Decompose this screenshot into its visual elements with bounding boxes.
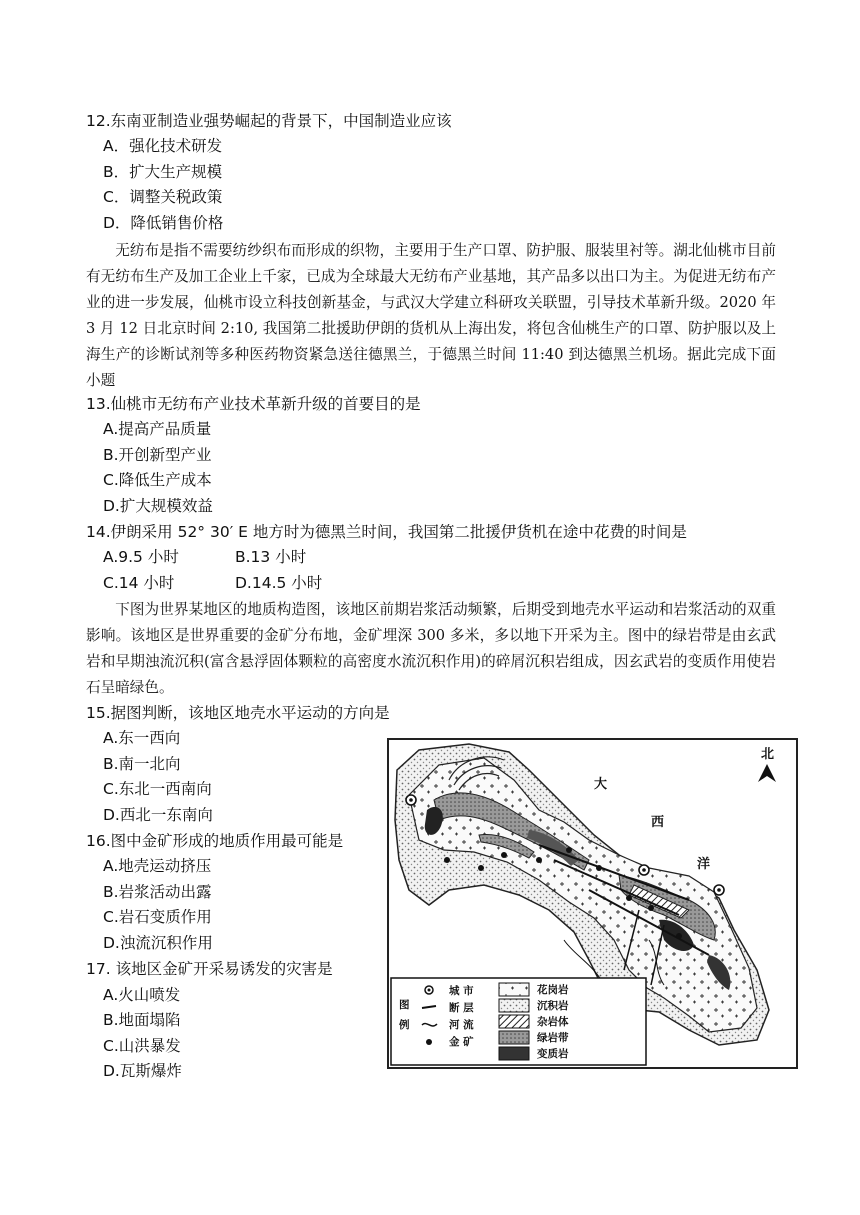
- geology-map-svg: [389, 740, 796, 1067]
- q13-option-c: C.降低生产成本: [103, 471, 212, 489]
- q17-option-a: A.火山喷发: [103, 986, 181, 1004]
- ocean-label-char-1: 大: [594, 777, 608, 792]
- q16-option-d: D.浊流沉积作用: [103, 934, 213, 952]
- ocean-label-char-2: 西: [651, 815, 665, 830]
- q17-stem: 17. 该地区金矿开采易诱发的灾害是: [86, 960, 333, 978]
- q14-options-row2: [103, 572, 322, 594]
- legend-sedimentary-swatch: [499, 999, 529, 1012]
- q17-option-c: C.山洪暴发: [103, 1037, 181, 1055]
- q12-option-b: B．扩大生产规模: [103, 163, 223, 181]
- q13-option-a: A.提高产品质量: [103, 420, 212, 438]
- q17-option-d: D.瓦斯爆炸: [103, 1062, 182, 1080]
- q15-option-d: D.西北一东南向: [103, 806, 213, 824]
- q12-stem: 12.东南亚制造业强势崛起的背景下，中国制造业应该: [86, 112, 452, 130]
- q15-option-c: C.东北一西南向: [103, 780, 212, 798]
- q17-option-b: B.地面塌陷: [103, 1011, 181, 1029]
- legend-label-complex: 杂岩体: [537, 1016, 569, 1028]
- legend-label-gold: 金 矿: [449, 1036, 474, 1048]
- q13-option-d: D.扩大规模效益: [103, 497, 213, 515]
- north-label: 北: [761, 747, 775, 762]
- q14-options-row1: [103, 546, 306, 568]
- legend-label-city: 城 市: [449, 985, 474, 997]
- q15-option-a: A.东一西向: [103, 729, 181, 747]
- q12-option-a: A．强化技术研发: [103, 137, 223, 155]
- passage-geology: 下图为世界某地区的地质构造图，该地区前期岩浆活动频繁，后期受到地壳水平运动和岩浆活动的双重影响。该地区是世界重要的金矿分布地，金矿埋深 300 多米，多以地下开采为主。图中的绿岩带是由玄武岩和早期浊流沉积(富含悬浮固体颗粒的高密度水流沉积作用)的碎屑沉积岩组成，因玄武岩的变质作用使岩石呈暗绿色。: [86, 601, 776, 696]
- q16-option-b: B.岩浆活动出露: [103, 883, 212, 901]
- legend-label-river: 河 流: [449, 1019, 474, 1031]
- q16-option-c: C.岩石变质作用: [103, 908, 212, 926]
- legend-title-char-1: 图: [399, 999, 410, 1011]
- legend-greenstone-swatch: [499, 1031, 529, 1044]
- q14-option-c: C.14 小时: [103, 574, 175, 592]
- q16-option-a: A.地壳运动挤压: [103, 857, 212, 875]
- q14-option-a: A.9.5 小时: [103, 548, 179, 566]
- q12-option-d: D．降低销售价格: [103, 214, 224, 232]
- q15-stem: 15.据图判断，该地区地壳水平运动的方向是: [86, 704, 390, 722]
- legend-label-fault: 断 层: [449, 1002, 474, 1014]
- legend-metamorphic-swatch: [499, 1047, 529, 1060]
- q13-stem: 13.仙桃市无纺布产业技术革新升级的首要目的是: [86, 395, 421, 413]
- legend-granite-swatch: [499, 983, 529, 996]
- legend-label-sedimentary: 沉积岩: [537, 1000, 569, 1012]
- q14-stem: 14.伊朗采用 52° 30′ E 地方时为德黑兰时间，我国第二批援伊货机在途中花费的时间是: [86, 523, 687, 541]
- q16-stem: 16.图中金矿形成的地质作用最可能是: [86, 832, 344, 850]
- q12-option-c: C．调整关税政策: [103, 188, 223, 206]
- q14-option-b: B.13 小时: [235, 548, 307, 566]
- legend-complex-swatch: [499, 1015, 529, 1028]
- q14-option-d: D.14.5 小时: [235, 574, 323, 592]
- ocean-label-char-3: 洋: [697, 857, 711, 872]
- legend-title-char-2: 例: [399, 1019, 410, 1031]
- q15-option-b: B.南一北向: [103, 755, 181, 773]
- geology-map: [387, 738, 798, 1069]
- north-arrow-icon: [758, 764, 776, 782]
- q13-option-b: B.开创新型产业: [103, 446, 212, 464]
- legend-label-metamorphic: 变质岩: [537, 1048, 569, 1060]
- legend-label-greenstone: 绿岩带: [537, 1032, 569, 1044]
- passage-nonwoven: 无纺布是指不需要纺纱织布而形成的织物，主要用于生产口罩、防护服、服装里衬等。湖北仙桃市目前有无纺布生产及加工企业上千家，已成为全球最大无纺布产业基地，其产品多以出口为主。为促进无纺布产业的进一步发展，仙桃市设立科技创新基金，与武汉大学建立科研攻关联盟，引导技术革新升级。2020 年 3 月 12 日北京时间 2:10, 我国第二批援助伊朗的货机从上海出发，将包含仙桃生产的口罩、防护服以及上海生产的诊断试剂等多种医药物资紧急送往德黑兰，于德黑兰时间 11:40 到达德黑兰机场。据此完成下面小题: [86, 242, 776, 389]
- legend-gold-symbol: [426, 1039, 432, 1045]
- legend-label-granite: 花岗岩: [537, 984, 569, 996]
